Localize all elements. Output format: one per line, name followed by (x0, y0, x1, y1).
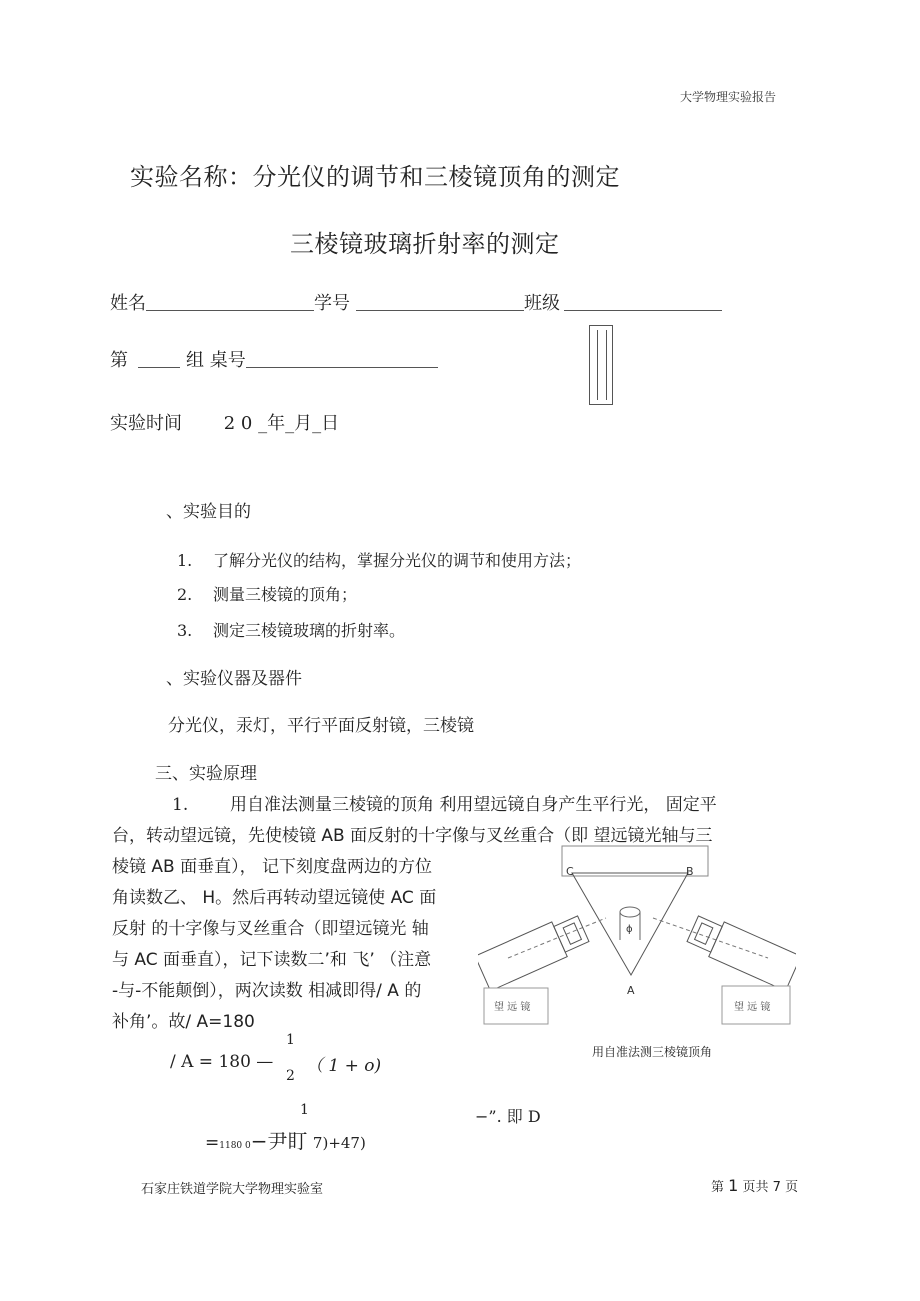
student-id-field[interactable] (356, 294, 524, 311)
experiment-title: 实验名称：分光仪的调节和三棱镜顶角的测定 (130, 163, 620, 191)
page-total: 7 (772, 1180, 781, 1195)
formula2-main: −尹盯 (250, 1129, 308, 1153)
telescope-right (685, 911, 796, 990)
section-purpose-heading: 、实验目的 (166, 502, 251, 522)
formula2 (205, 1125, 366, 1154)
principle-paragraph-first-line (172, 790, 717, 821)
formula1-rhs: （ 1 + o) (306, 1056, 382, 1076)
principle-number: 1. (172, 795, 189, 815)
principle-text-line: 补角’。故/ A=180 (112, 1012, 255, 1032)
stamp-box (589, 325, 613, 405)
list-item (177, 618, 405, 641)
vertex-b-label: B (686, 865, 694, 878)
light-path-left (508, 918, 606, 958)
class-label: 班级 (524, 293, 560, 314)
list-item-text: 测量三棱镜的顶角； (213, 585, 358, 604)
experiment-subtitle: 三棱镜玻璃折射率的测定 (290, 230, 560, 258)
footer-institution: 石家庄铁道学院大学物理实验室 (141, 1182, 324, 1197)
formula-aside: −”. 即 D (475, 1107, 541, 1126)
figure-caption: 用自准法测三棱镜顶角 (592, 1045, 713, 1059)
principle-text-line: 反射 的十字像与叉丝重合（即望远镜光 轴 (112, 919, 429, 939)
formula2-tail: 7)+47) (312, 1134, 366, 1152)
name-field[interactable] (146, 294, 314, 311)
phi-label: ϕ (626, 924, 633, 935)
list-item (177, 582, 357, 605)
class-field[interactable] (564, 294, 722, 311)
list-item-number: 3. (177, 621, 193, 640)
formula2-small: 1180 0 (219, 1141, 251, 1151)
group-prefix: 第 (110, 350, 128, 371)
group-info-row (110, 346, 438, 372)
time-label: 实验时间 (110, 413, 182, 434)
time-value: 2 0 _年_月_日 (223, 413, 340, 434)
formula2-equals: = (205, 1133, 220, 1153)
page-number: 1 (728, 1176, 739, 1195)
list-item-text: 了解分光仪的结构，掌握分光仪的调节和使用方法； (213, 551, 582, 570)
page-suffix: 页 (785, 1180, 799, 1195)
section-principle-heading: 三、实验原理 (155, 764, 257, 784)
formula1-lhs: / A = 180 — (170, 1052, 274, 1072)
section-equipment-heading: 、实验仪器及器件 (166, 669, 302, 689)
list-item-text: 测定三棱镜玻璃的折射率。 (213, 621, 406, 640)
vertex-a-label: A (627, 984, 635, 997)
rotation-axis-top (620, 907, 640, 917)
list-item-number: 2. (177, 585, 193, 604)
formula1-fraction-numerator: 1 (286, 1032, 295, 1048)
autocollimation-diagram (478, 840, 796, 1030)
telescope-left (478, 911, 591, 990)
telescope-right-label: 望 远 镜 (734, 1002, 771, 1013)
principle-text-line: 与 AC 面垂直），记下读数二’和 飞’ （注意 (112, 950, 432, 970)
principle-text-line: 用自准法测量三棱镜的顶角 利用望远镜自身产生平行光， 固定平 (230, 795, 717, 815)
principle-text-line: -与-不能颠倒），两次读数 相减即得/ A 的 (112, 981, 422, 1001)
page-indicator (711, 1176, 798, 1195)
formula2-numerator: 1 (300, 1102, 309, 1118)
principle-text-line: 角读数乙、 H。然后再转动望远镜使 AC 面 (112, 888, 437, 908)
student-info-row (110, 289, 722, 315)
desk-label: 组 桌号 (186, 350, 246, 371)
page-mid: 页共 (742, 1180, 769, 1195)
list-item (177, 548, 581, 571)
telescope-left-label: 望 远 镜 (494, 1002, 531, 1013)
student-id-label: 学号 (314, 293, 350, 314)
vertex-c-label: C (566, 865, 574, 878)
group-field[interactable] (138, 351, 180, 368)
principle-text-line: 台，转动望远镜，先使棱镜 AB 面反射的十字像与叉丝重合（即 望远镜光轴与三 (112, 826, 713, 846)
list-item-number: 1. (177, 551, 193, 570)
page-prefix: 第 (711, 1180, 725, 1195)
equipment-list: 分光仪，汞灯，平行平面反射镜，三棱镜 (168, 716, 474, 736)
desk-field[interactable] (246, 351, 438, 368)
formula1-fraction-denominator: 2 (286, 1068, 295, 1084)
time-row (110, 409, 339, 435)
stamp-inner (597, 330, 607, 400)
name-label: 姓名 (110, 293, 146, 314)
principle-text-line: 棱镜 AB 面垂直）， 记下刻度盘两边的方位 (112, 857, 433, 877)
running-header: 大学物理实验报告 (680, 90, 777, 104)
